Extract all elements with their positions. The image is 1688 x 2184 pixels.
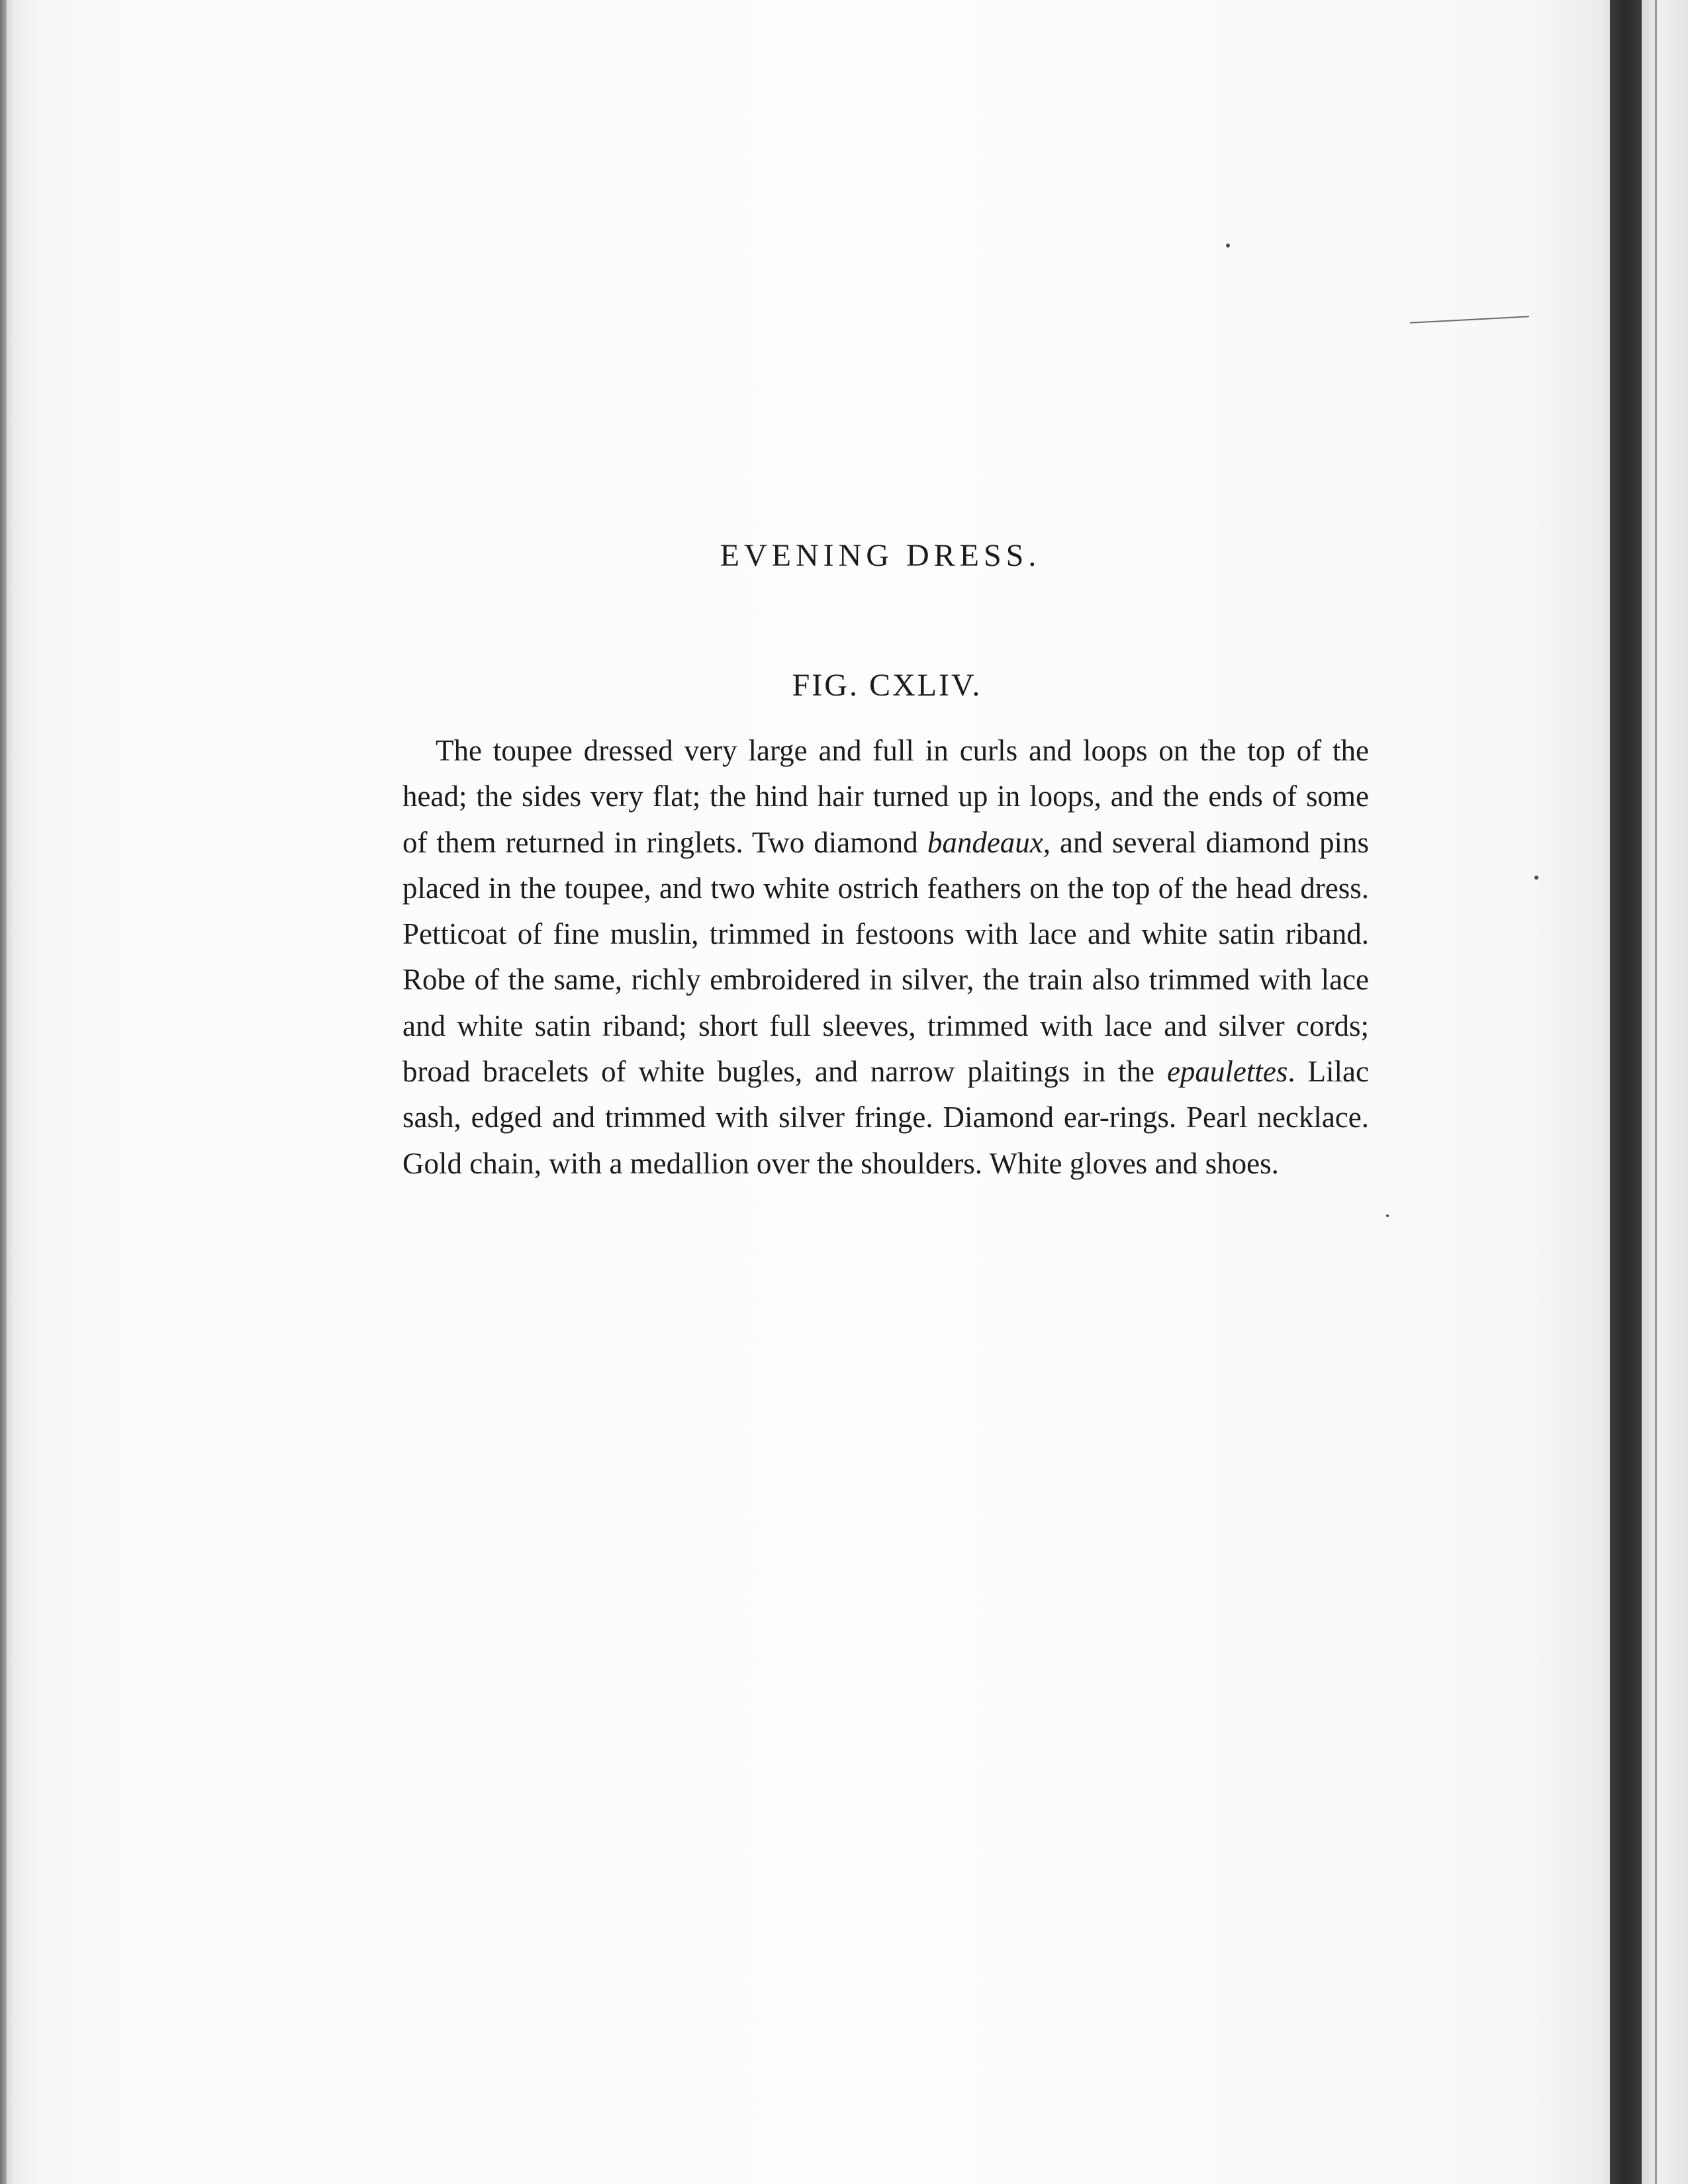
description-italic-bandeaux: bandeaux xyxy=(927,825,1043,859)
figure-label: FIG. CXLIV. xyxy=(792,668,982,703)
binding-strip-line xyxy=(1655,0,1657,2184)
description-text-2: , and several diamond pins placed in the toupee, and two white ostrich feathers on the top of the head dress. Petticoat of fine muslin, trimmed in festoons with lace and white satin riband. Robe of the same, richly embroidered in silver, the train also trimmed with lace and white satin riband; short full sleeves, trimmed with lace and silver cords; broad bracelets of white bugles, and narrow plaitings in the xyxy=(402,825,1370,1089)
description-text-3: . Lilac sash, edged and trimmed with silver fringe. Diamond ear-rings. Pearl necklace. Gold chain, with a medallion over the shoulders. White gloves and shoes. xyxy=(402,1055,1369,1180)
book-binding-edge xyxy=(1610,0,1642,2184)
description-italic-epaulettes: epaulettes xyxy=(1166,1055,1288,1089)
dust-speck xyxy=(1386,1214,1389,1217)
page-heading: EVENING DRESS. xyxy=(720,538,1041,573)
dust-speck xyxy=(1534,876,1538,880)
page-left-edge-shadow xyxy=(0,0,7,2184)
book-binding-strip xyxy=(1642,0,1688,2184)
dust-speck xyxy=(1226,244,1230,248)
description-text-1: The toupee dressed very large and full in curls and loops on the top of the head; the sides very flat; the hind hair turned up in loops, and the ends of some of them returned in ringlets. Two diamond xyxy=(402,734,1369,859)
costume-description xyxy=(402,728,1369,1187)
